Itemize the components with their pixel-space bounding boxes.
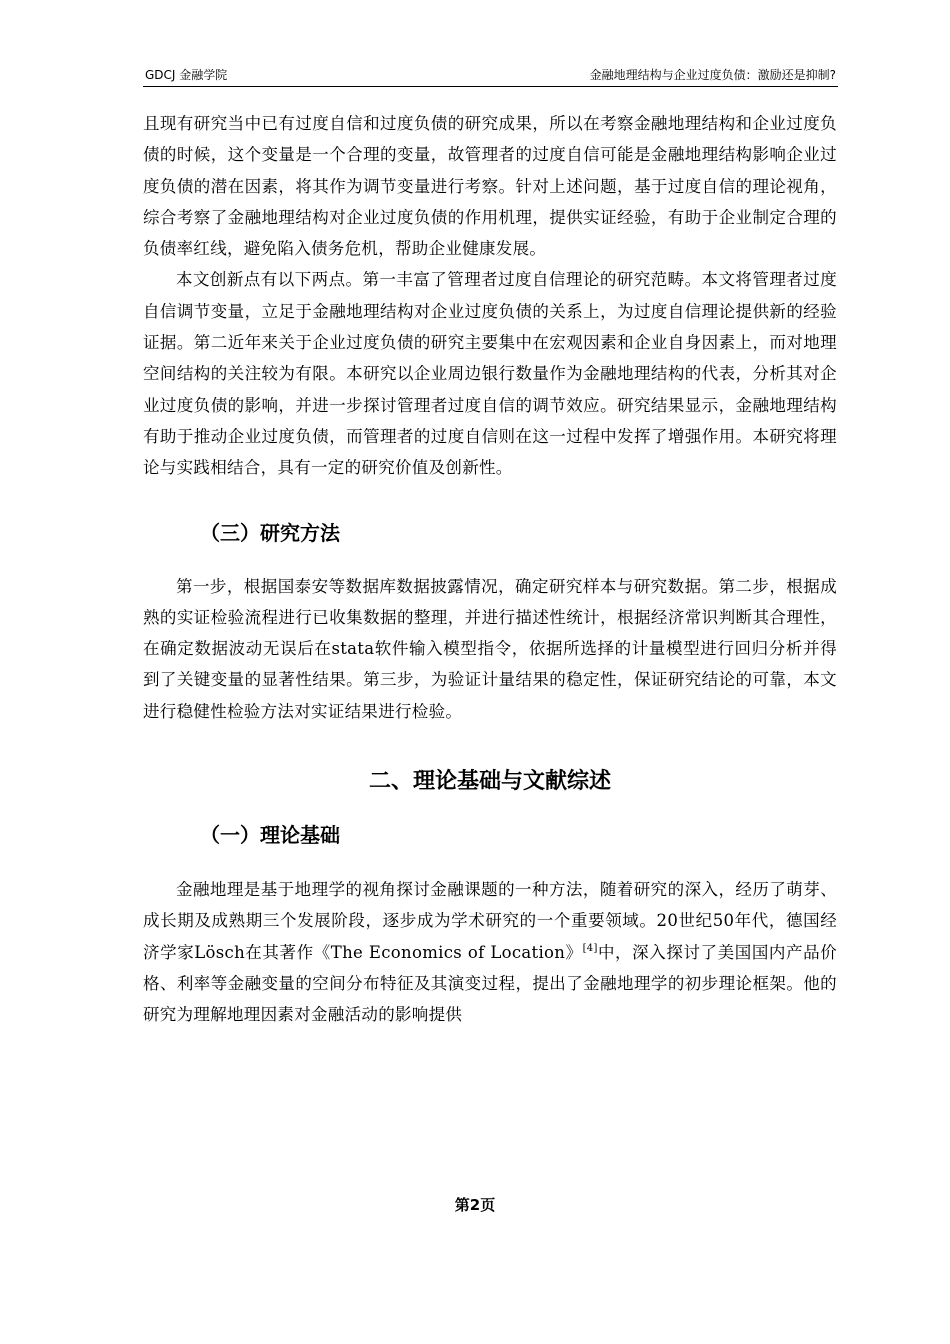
- header-school: GDCJ 金融学院: [145, 68, 228, 82]
- heading-chapter-2: 二、理论基础与文献综述: [368, 769, 611, 795]
- heading-research-methods: （三）研究方法: [200, 520, 340, 545]
- page-body: [143, 108, 837, 1031]
- paragraph-financial-geography: [143, 874, 837, 1030]
- paragraph-research-significance: 且现有研究当中已有过度自信和过度负债的研究成果，所以在考察金融地理结构和企业过度负债的时候，这个变量是一个合理的变量，故管理者的过度自信可能是金融地理结构影响企业过度负债的潜在因素，将其作为调节变量进行考察。针对上述问题，基于过度自信的理论视角，综合考察了金融地理结构对企业过度负债的作用机理，提供实证经验，有助于企业制定合理的负债率红线，避免陷入债务危机，帮助企业健康发展。: [143, 114, 837, 259]
- paragraph-research-methods: 第一步，根据国泰安等数据库数据披露情况，确定研究样本与研究数据。第二步，根据成熟的实证检验流程进行已收集数据的整理，并进行描述性统计，根据经济常识判断其合理性，在确定数据波动无误后在stata软件输入模型指令，依据所选择的计量模型进行回归分析并得到了关键变量的显著性结果。第三步，为验证计量结果的稳定性，保证研究结论的可靠，本文进行稳健性检验方法对实证结果进行检验。: [143, 576, 837, 721]
- page-header: [143, 66, 838, 87]
- citation-4: [4]: [582, 942, 598, 954]
- paragraph-innovation: 本文创新点有以下两点。第一丰富了管理者过度自信理论的研究范畴。本文将管理者过度自信调节变量，立足于金融地理结构对企业过度负债的关系上，为过度自信理论提供新的经验证据。第二近年来关于企业过度负债的研究主要集中在宏观因素和企业自身因素上，而对地理空间结构的关注较为有限。本研究以企业周边银行数量作为金融地理结构的代表，分析其对企业过度负债的影响，并进一步探讨管理者过度自信的调节效应。研究结果显示，金融地理结构有助于推动企业过度负债，而管理者的过度自信则在这一过程中发挥了增强作用。本研究将理论与实践相结合，具有一定的研究价值及创新性。: [143, 270, 837, 478]
- paragraph-text-end: 中，深入探讨了美国国内产品价格、利率等金融变量的空间分布特征及其演变过程，提出了金融地理学的初步理论框架。他的研究为理解地理因素对金融活动的影响提供: [143, 942, 838, 1025]
- page-number: 第2页: [454, 1196, 496, 1214]
- header-paper-title: 金融地理结构与企业过度负债：激励还是抑制?: [589, 68, 836, 82]
- heading-theory-basis: （一）理论基础: [200, 823, 340, 848]
- paragraph-text-start: 金融地理是基于地理学的视角探讨金融课题的一种方法，随着研究的深入，经历了萌芽、成长期及成熟期三个发展阶段，逐步成为学术研究的一个重要领域。20世纪50年代，德国经济学家Lösch在其著作《The Economics of Location》: [143, 880, 837, 962]
